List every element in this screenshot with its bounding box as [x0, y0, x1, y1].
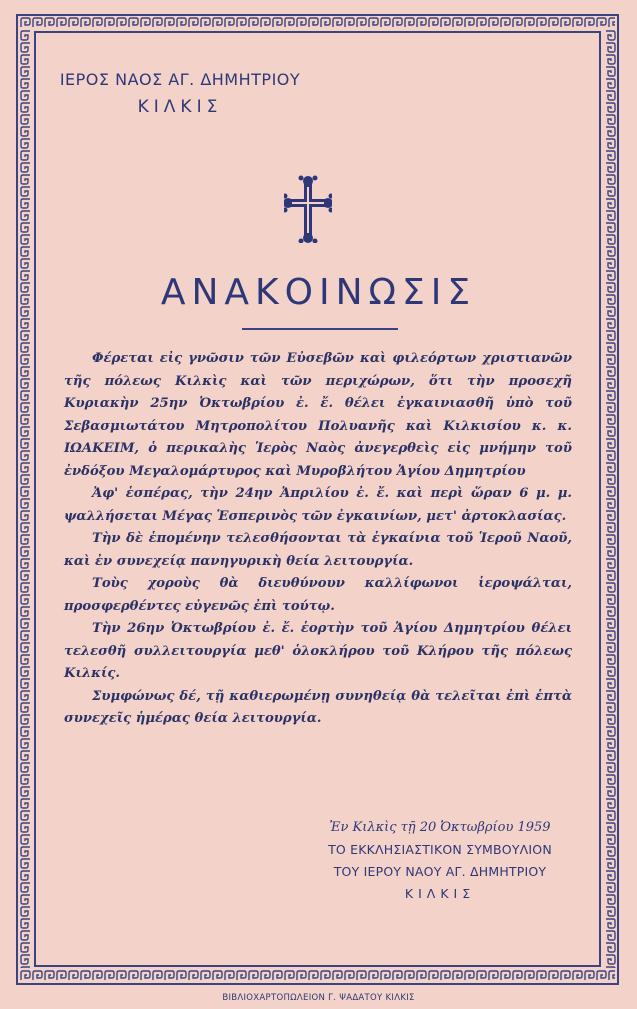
printer-footer: ΒΙΒΛΙΟΧΑΡΤΟΠΩΛΕΙΟΝ Γ. ΨΑΔΑΤΟΥ ΚΙΛΚΙΣ: [222, 993, 415, 1003]
paragraph-2: Ἀφ' ἑσπέρας, τὴν 24ην Ἀπριλίου ἐ. ἔ. καὶ περὶ ὥραν 6 μ. μ. ψαλλήσεται Μέγας Ἑσπερινὸς τῶν ἐγκαινίων, μετ' ἀρτοκλασίας.: [64, 486, 572, 524]
paragraph-4: Τοὺς χοροὺς θὰ διευθύνουν καλλίφωνοι ἱεροψάλται, προσφερθέντες εὐγενῶς ἐπὶ τούτῳ.: [64, 576, 572, 614]
paragraph-5: Τὴν 26ην Ὀκτωβρίου ἐ. ἔ. ἑορτὴν τοῦ Ἁγίου Δημητρίου θέλει τελεσθῆ συλλειτουργία μεθ' ὁλοκλήρου τοῦ Κλήρου τῆς πόλεως Κιλκίς.: [64, 621, 572, 681]
meander-border-left: [19, 30, 32, 968]
paragraph-1: Φέρεται εἰς γνῶσιν τῶν Εὐσεβῶν καὶ φιλεόρτων χριστιανῶν τῆς πόλεως Κιλκὶς καὶ τῶν περιχώρων, ὅτι τὴν προσεχῆ Κυριακὴν 25ην Ὀκτωβρίου ἐ. ἔ. θέλει ἐγκαινιασθῆ ὑπὸ τοῦ Σεβασμιωτάτου Μητροπολίτου Πολυανῆς καὶ Κιλκισίου κ. κ. ΙΩΑΚΕΙΜ, ὁ περικαλὴς Ἱερὸς Ναὸς ἀνεγερθεὶς εἰς μνήμην τοῦ ἐνδόξου Μεγαλομάρτυρος καὶ Μυροβλήτου Ἁγίου Δημητρίου: [64, 351, 572, 479]
signature-council: ΤΟ ΕΚΚΛΗΣΙΑΣΤΙΚΟΝ ΣΥΜΒΟΥΛΙΟΝ: [328, 842, 552, 857]
meander-border-top: [20, 17, 615, 29]
page-title: ΑΝΑΚΟΙΝΩΣΙΣ: [160, 272, 477, 313]
announcement-body: [64, 348, 572, 731]
church-city: ΚΙΛΚΙΣ: [137, 97, 223, 117]
meander-border-right: [604, 30, 617, 968]
title-divider: [242, 328, 398, 330]
signature-church: ΤΟΥ ΙΕΡΟΥ ΝΑΟΥ ΑΓ. ΔΗΜΗΤΡΙΟΥ: [333, 864, 547, 879]
meander-border-bottom: [20, 969, 615, 982]
signature-date: Ἐν Κιλκὶς τῇ 20 Ὀκτωβρίου 1959: [329, 820, 551, 835]
church-header: [50, 70, 310, 117]
church-name: ΙΕΡΟΣ ΝΑΟΣ ΑΓ. ΔΗΜΗΤΡΙΟΥ: [59, 70, 301, 89]
signature-city: ΚΙΛΚΙΣ: [404, 886, 476, 901]
signature-block: [290, 820, 590, 901]
paragraph-3: Τὴν δὲ ἑπομένην τελεσθήσονται τὰ ἐγκαίνια τοῦ Ἱεροῦ Ναοῦ, καὶ ἐν συνεχείᾳ πανηγυρικὴ θεία λειτουργία.: [64, 531, 572, 569]
paragraph-6: Συμφώνως δέ, τῇ καθιερωμένῃ συνηθείᾳ θὰ τελεῖται ἐπὶ ἑπτὰ συνεχεῖς ἡμέρας θεία λειτουργία.: [64, 688, 572, 726]
cross-icon: [284, 175, 332, 243]
